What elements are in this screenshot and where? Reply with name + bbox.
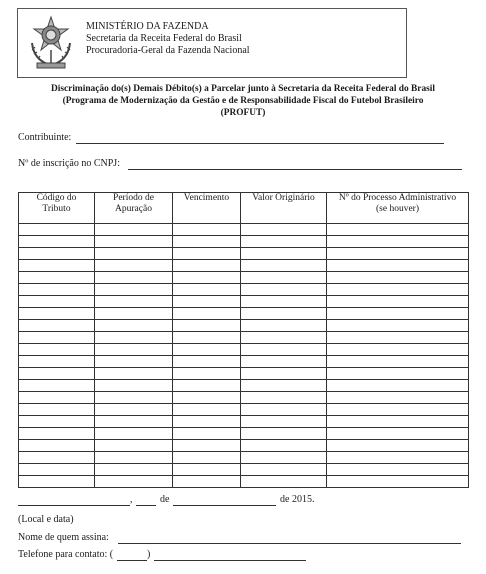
table-cell[interactable] bbox=[173, 452, 241, 464]
table-cell[interactable] bbox=[327, 392, 469, 404]
contribuinte-line[interactable] bbox=[76, 143, 444, 144]
table-cell[interactable] bbox=[19, 452, 95, 464]
table-row bbox=[19, 224, 469, 236]
table-cell[interactable] bbox=[173, 272, 241, 284]
table-cell[interactable] bbox=[19, 380, 95, 392]
day-line[interactable] bbox=[136, 505, 156, 506]
col-codigo-tributo: Código do Tributo bbox=[19, 193, 95, 224]
table-cell[interactable] bbox=[173, 308, 241, 320]
table-cell[interactable] bbox=[95, 320, 173, 332]
contribuinte-label: Contribuinte: bbox=[18, 132, 72, 143]
local-line[interactable] bbox=[18, 505, 130, 506]
table-cell[interactable] bbox=[327, 248, 469, 260]
table-cell[interactable] bbox=[95, 272, 173, 284]
table-cell[interactable] bbox=[327, 464, 469, 476]
table-cell[interactable] bbox=[241, 236, 327, 248]
table-cell[interactable] bbox=[241, 308, 327, 320]
table-row bbox=[19, 320, 469, 332]
telefone-line[interactable] bbox=[154, 560, 306, 561]
table-cell[interactable] bbox=[19, 320, 95, 332]
table-cell[interactable] bbox=[241, 332, 327, 344]
table-cell[interactable] bbox=[173, 248, 241, 260]
table-row bbox=[19, 356, 469, 368]
nome-label: Nome de quem assina: bbox=[18, 532, 109, 543]
date-de-label: de bbox=[160, 494, 170, 505]
table-row bbox=[19, 476, 469, 488]
table-cell[interactable] bbox=[327, 260, 469, 272]
table-cell[interactable] bbox=[173, 392, 241, 404]
table-cell[interactable] bbox=[327, 284, 469, 296]
table-row bbox=[19, 344, 469, 356]
table-cell[interactable] bbox=[95, 404, 173, 416]
nome-line[interactable] bbox=[118, 543, 461, 544]
table-cell[interactable] bbox=[19, 272, 95, 284]
table-cell[interactable] bbox=[19, 416, 95, 428]
table-row bbox=[19, 416, 469, 428]
table-row bbox=[19, 392, 469, 404]
table-cell[interactable] bbox=[241, 440, 327, 452]
table-row bbox=[19, 236, 469, 248]
table-cell[interactable] bbox=[327, 416, 469, 428]
table-cell[interactable] bbox=[173, 416, 241, 428]
table-cell[interactable] bbox=[173, 332, 241, 344]
table-cell[interactable] bbox=[173, 356, 241, 368]
table-cell[interactable] bbox=[241, 476, 327, 488]
table-cell[interactable] bbox=[327, 356, 469, 368]
table-cell[interactable] bbox=[19, 404, 95, 416]
table-cell[interactable] bbox=[19, 344, 95, 356]
table-cell[interactable] bbox=[241, 260, 327, 272]
ministry-name: MINISTÉRIO DA FAZENDA bbox=[86, 21, 209, 32]
table-row bbox=[19, 272, 469, 284]
table-cell[interactable] bbox=[19, 248, 95, 260]
table-cell[interactable] bbox=[241, 452, 327, 464]
ddd-line[interactable] bbox=[117, 560, 147, 561]
table-cell[interactable] bbox=[241, 296, 327, 308]
table-cell[interactable] bbox=[173, 236, 241, 248]
table-cell[interactable] bbox=[95, 368, 173, 380]
table-cell[interactable] bbox=[95, 440, 173, 452]
table-cell[interactable] bbox=[327, 320, 469, 332]
col-processo-administrativo: Nº do Processo Administrativo (se houver) bbox=[327, 193, 469, 224]
table-cell[interactable] bbox=[19, 284, 95, 296]
table-cell[interactable] bbox=[241, 284, 327, 296]
table-cell[interactable] bbox=[241, 356, 327, 368]
table-cell[interactable] bbox=[241, 320, 327, 332]
title-line-1: Discriminação do(s) Demais Débito(s) a Parcelar junto à Secretaria da Receita Federal do Brasil bbox=[50, 84, 436, 94]
table-cell[interactable] bbox=[95, 260, 173, 272]
table-cell[interactable] bbox=[95, 416, 173, 428]
table-cell[interactable] bbox=[19, 464, 95, 476]
table-row bbox=[19, 308, 469, 320]
table-row bbox=[19, 440, 469, 452]
col-vencimento: Vencimento bbox=[173, 193, 241, 224]
table-cell[interactable] bbox=[173, 344, 241, 356]
table-cell[interactable] bbox=[241, 464, 327, 476]
table-cell[interactable] bbox=[95, 464, 173, 476]
table-cell[interactable] bbox=[327, 440, 469, 452]
header-box bbox=[17, 8, 407, 78]
col-valor-originario: Valor Originário bbox=[241, 193, 327, 224]
table-cell[interactable] bbox=[241, 344, 327, 356]
procuradoria-name: Procuradoria-Geral da Fazenda Nacional bbox=[86, 45, 250, 56]
table-body bbox=[19, 224, 469, 488]
table-cell[interactable] bbox=[19, 476, 95, 488]
table-cell[interactable] bbox=[95, 248, 173, 260]
table-cell[interactable] bbox=[327, 308, 469, 320]
title-line-3: (PROFUT) bbox=[220, 108, 266, 118]
organization-block bbox=[86, 21, 250, 57]
title-line-2: (Programa de Modernização da Gestão e de Responsabilidade Fiscal do Futebol Brasileiro bbox=[62, 96, 424, 106]
col-periodo-apuracao: Período de Apuração bbox=[95, 193, 173, 224]
table-row bbox=[19, 332, 469, 344]
table-cell[interactable] bbox=[95, 428, 173, 440]
table-cell[interactable] bbox=[241, 416, 327, 428]
cnpj-label: Nº de inscrição no CNPJ: bbox=[18, 158, 120, 169]
table-cell[interactable] bbox=[241, 380, 327, 392]
table-cell[interactable] bbox=[241, 368, 327, 380]
table-cell[interactable] bbox=[19, 260, 95, 272]
secretariat-name: Secretaria da Receita Federal do Brasil bbox=[86, 33, 242, 44]
table-cell[interactable] bbox=[327, 404, 469, 416]
local-data-label: (Local e data) bbox=[18, 514, 74, 525]
table-cell[interactable] bbox=[19, 428, 95, 440]
month-line[interactable] bbox=[173, 505, 276, 506]
table-row bbox=[19, 428, 469, 440]
table-cell[interactable] bbox=[173, 464, 241, 476]
table-cell[interactable] bbox=[173, 428, 241, 440]
table-row bbox=[19, 260, 469, 272]
table-row bbox=[19, 248, 469, 260]
table-cell[interactable] bbox=[19, 356, 95, 368]
table-cell[interactable] bbox=[173, 284, 241, 296]
table-cell[interactable] bbox=[173, 368, 241, 380]
document-title bbox=[10, 83, 476, 119]
table-cell[interactable] bbox=[327, 380, 469, 392]
table-cell[interactable] bbox=[95, 332, 173, 344]
table-cell[interactable] bbox=[19, 296, 95, 308]
table-row bbox=[19, 452, 469, 464]
table-cell[interactable] bbox=[327, 224, 469, 236]
table-cell[interactable] bbox=[95, 308, 173, 320]
table-cell[interactable] bbox=[327, 332, 469, 344]
table-row bbox=[19, 296, 469, 308]
table-cell[interactable] bbox=[241, 272, 327, 284]
table-cell[interactable] bbox=[173, 440, 241, 452]
table-cell[interactable] bbox=[241, 224, 327, 236]
table-cell[interactable] bbox=[95, 380, 173, 392]
table-cell[interactable] bbox=[173, 296, 241, 308]
table-cell[interactable] bbox=[19, 392, 95, 404]
table-cell[interactable] bbox=[327, 344, 469, 356]
date-year-label: de 2015. bbox=[280, 494, 315, 505]
telefone-close: ) bbox=[147, 549, 151, 560]
table-cell[interactable] bbox=[95, 392, 173, 404]
cnpj-line[interactable] bbox=[128, 169, 462, 170]
table-row bbox=[19, 404, 469, 416]
table-cell[interactable] bbox=[95, 476, 173, 488]
table-cell[interactable] bbox=[327, 452, 469, 464]
table-cell[interactable] bbox=[241, 392, 327, 404]
table-cell[interactable] bbox=[327, 476, 469, 488]
telefone-label: Telefone para contato: ( bbox=[18, 549, 114, 560]
table-row bbox=[19, 368, 469, 380]
table-cell[interactable] bbox=[327, 296, 469, 308]
table-cell[interactable] bbox=[95, 356, 173, 368]
table-cell[interactable] bbox=[327, 368, 469, 380]
table-cell[interactable] bbox=[95, 296, 173, 308]
table-cell[interactable] bbox=[19, 368, 95, 380]
table-cell[interactable] bbox=[95, 284, 173, 296]
table-cell[interactable] bbox=[95, 452, 173, 464]
table-row bbox=[19, 284, 469, 296]
table-cell[interactable] bbox=[327, 272, 469, 284]
table-cell[interactable] bbox=[95, 344, 173, 356]
table-cell[interactable] bbox=[241, 404, 327, 416]
table-cell[interactable] bbox=[173, 224, 241, 236]
table-header-row bbox=[19, 193, 469, 224]
table-cell[interactable] bbox=[173, 380, 241, 392]
table-cell[interactable] bbox=[327, 428, 469, 440]
table-cell[interactable] bbox=[19, 440, 95, 452]
table-cell[interactable] bbox=[327, 236, 469, 248]
table-cell[interactable] bbox=[241, 428, 327, 440]
table-row bbox=[19, 380, 469, 392]
coat-of-arms-icon bbox=[26, 13, 76, 73]
table-row bbox=[19, 464, 469, 476]
debts-table bbox=[18, 192, 469, 488]
table-cell[interactable] bbox=[173, 476, 241, 488]
table-cell[interactable] bbox=[19, 308, 95, 320]
table-cell[interactable] bbox=[173, 260, 241, 272]
comma: , bbox=[130, 494, 133, 505]
table-cell[interactable] bbox=[95, 236, 173, 248]
table-cell[interactable] bbox=[19, 224, 95, 236]
table-cell[interactable] bbox=[95, 224, 173, 236]
table-cell[interactable] bbox=[173, 320, 241, 332]
table-cell[interactable] bbox=[19, 236, 95, 248]
table-cell[interactable] bbox=[173, 404, 241, 416]
table-cell[interactable] bbox=[19, 332, 95, 344]
table-cell[interactable] bbox=[241, 248, 327, 260]
